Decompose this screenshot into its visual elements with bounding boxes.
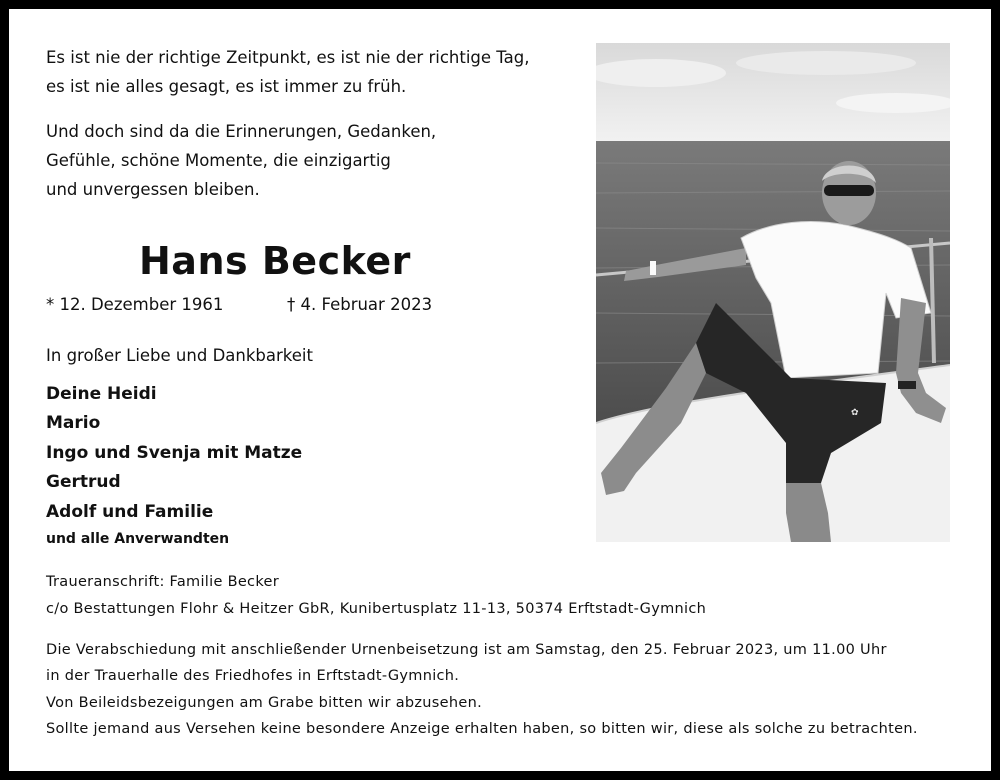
service-info-line: Von Beileidsbezeigungen am Grabe bitten wir abzusehen. <box>46 695 482 711</box>
mourner-name: Adolf und Familie <box>46 502 214 522</box>
verse-line: es ist nie alles gesagt, es ist immer zu früh. <box>46 77 407 96</box>
mourning-address-line: Traueranschrift: Familie Becker <box>46 574 279 590</box>
mourner-name: Deine Heidi <box>46 384 157 404</box>
verse-line: Und doch sind da die Erinnerungen, Gedanken, <box>46 122 437 141</box>
intro-text: In großer Liebe und Dankbarkeit <box>46 346 313 365</box>
birth-date: * 12. Dezember 1961 <box>46 295 224 314</box>
service-info-line: Sollte jemand aus Versehen keine besondere Anzeige erhalten haben, so bitten wir, diese als solche zu betrachten. <box>46 721 918 737</box>
mourning-address-line: c/o Bestattungen Flohr & Heitzer GbR, Kunibertusplatz 11-13, 50374 Erftstadt-Gymnich <box>46 601 707 617</box>
mourner-name: Mario <box>46 413 101 433</box>
service-info-line: Die Verabschiedung mit anschließender Urnenbeisetzung ist am Samstag, den 25. Februar 2023, um 11.00 Uhr <box>46 642 887 658</box>
verse-line: Es ist nie der richtige Zeitpunkt, es ist nie der richtige Tag, <box>46 48 530 67</box>
svg-text:✿: ✿ <box>851 408 859 418</box>
mourners-note: und alle Anverwandten <box>46 531 230 547</box>
verse-line: Gefühle, schöne Momente, die einzigartig <box>46 151 391 170</box>
mourner-name: Ingo und Svenja mit Matze <box>46 443 303 463</box>
portrait-illustration <box>596 43 950 542</box>
deceased-name: Hans Becker <box>139 239 411 283</box>
service-info-line: in der Trauerhalle des Friedhofes in Erftstadt-Gymnich. <box>46 668 460 684</box>
portrait-photo <box>596 43 950 542</box>
death-date: † 4. Februar 2023 <box>287 295 433 314</box>
verse-line: und unvergessen bleiben. <box>46 180 260 199</box>
obituary-notice <box>9 9 991 771</box>
mourner-name: Gertrud <box>46 472 121 492</box>
